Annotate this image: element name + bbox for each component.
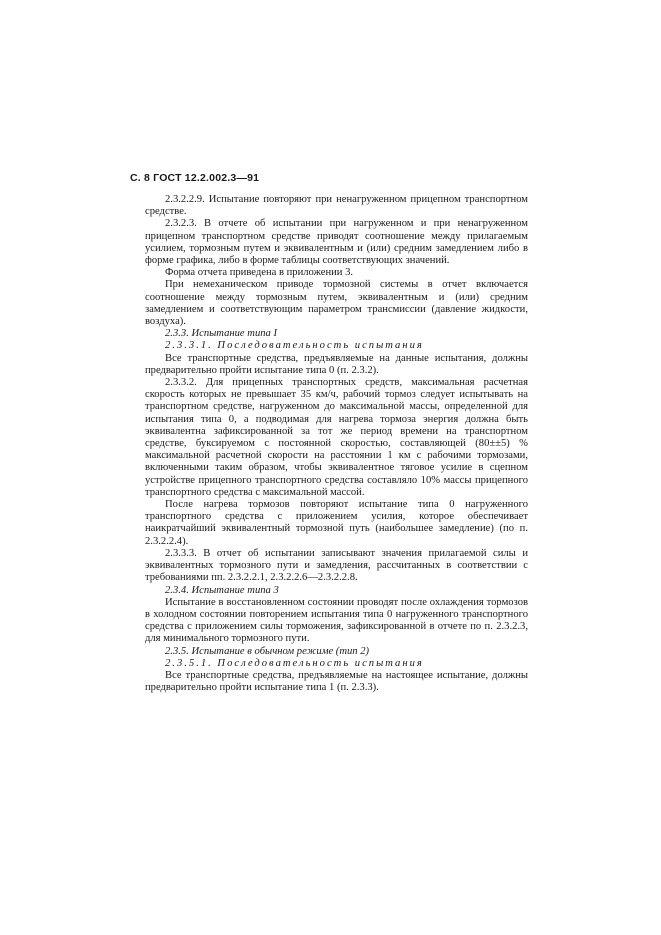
page-header: С. 8 ГОСТ 12.2.002.3—91: [130, 172, 260, 184]
paragraph-all-vehicles-type0: Все транспортные средства, предъявляемые на данные испытания, должны предварительно пройти испытание типа 0 (п. 2.3.2).: [145, 352, 528, 376]
paragraph-report-form: Форма отчета приведена в приложении 3.: [165, 267, 354, 279]
heading-2-3-5-1: 2.3.5.1. Последовательность испытания: [165, 657, 424, 669]
paragraph-after-heating: После нагрева тормозов повторяют испытание типа 0 нагруженного транспортного средства с приложением усилия, которое обеспечивает наикратчайший эквивалентный тормозной путь (наибольшее замедление) (по п. 2.3.2.2.4).: [145, 499, 528, 547]
heading-2-3-4: 2.3.4. Испытание типа 3: [165, 584, 279, 596]
paragraph-2-3-2-3: 2.3.2.3. В отчете об испытании при нагруженном и при ненагруженном прицепном транспортном средстве приводят соотношение между прилагаемым усилием, тормозным путем и эквивалентным и (или) средним замедлением либо в форме графика, либо в форме таблицы соответствующих значений.: [145, 218, 528, 267]
paragraph-all-vehicles-type1: Все транспортные средства, предъявляемые на настоящее испытание, должны предварительно пройти испытание типа 1 (п. 2.3.3).: [145, 669, 528, 694]
heading-2-3-3-1: 2.3.3.1. Последовательность испытания: [165, 340, 424, 352]
paragraph-nonmechanical: При немеханическом приводе тормозной системы в отчет включается соотношение между тормозным путем, эквивалентным и (или) средним замедлением и соответствующим параметром трансмиссии (давление жидкости, воздуха).: [145, 279, 528, 328]
heading-2-3-3: 2.3.3. Испытание типа I: [165, 328, 278, 340]
heading-2-3-5: 2.3.5. Испытание в обычном режиме (тип 2): [165, 645, 370, 657]
body-text: [145, 194, 528, 694]
paragraph-2-3-3-3: 2.3.3.3. В отчет об испытании записывают значения прилагаемой силы и эквивалентных тормозного пути и замедления, рассчитанных в соответствии с требованиями пп. 2.3.2.2.1, 2.3.2.2.6—2.3.2.2.8.: [145, 547, 528, 584]
paragraph-2-3-3-2: 2.3.3.2. Для прицепных транспортных средств, максимальная расчетная скорость которых не превышает 35 км/ч, рабочий тормоз следует испытывать на транспортном средстве, нагруженном до максимальной массы, определенной для испытания типа 0, а подводимая для нагрева тормоза энергия должна быть эквивалентна зафиксированной за тот же период времени на транспортном средстве, буксируемом с постоянной скоростью, составляющей (80±±5) % максимальной расчетной скорости на расстоянии 1 км с рабочими тормозами, включенными таким образом, чтобы эквивалентное тяговое усилие в сцепном устройстве прицепного транспортного средства составляло 10% массы прицепного транспортного средства с максимальной массой.: [145, 377, 528, 498]
paragraph-2-3-2-2-9: 2.3.2.2.9. Испытание повторяют при ненагруженном прицепном транспортном средстве.: [145, 194, 528, 218]
paragraph-recovered-state: Испытание в восстановленном состоянии проводят после охлаждения тормозов в холодном состоянии повторением испытания типа 0 нагруженного транспортного средства с приложением силы торможения, зафиксированной в отчете по п. 2.3.2.3, для минимального тормозного пути.: [145, 596, 528, 645]
